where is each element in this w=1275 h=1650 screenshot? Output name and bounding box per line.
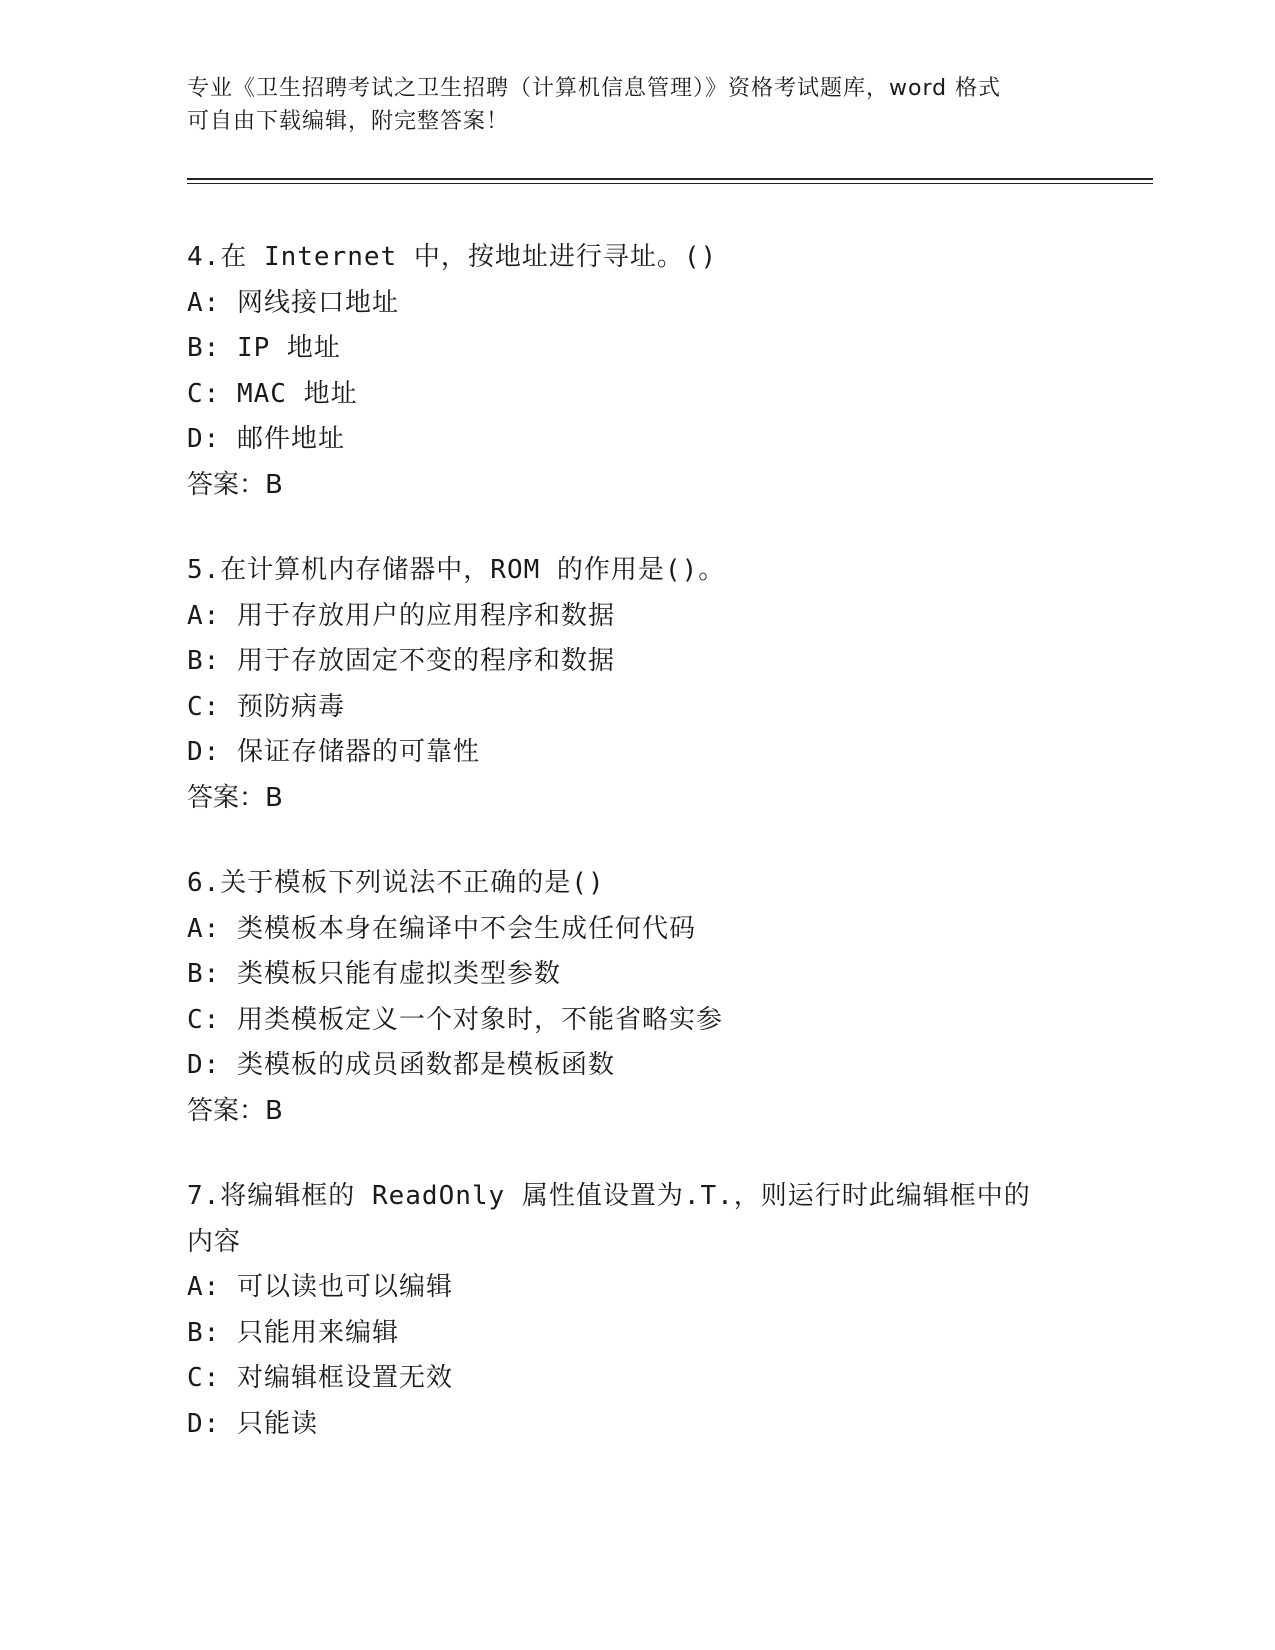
option-a: A: 可以读也可以编辑 [187, 1272, 453, 1302]
header-line-2: 可自由下载编辑，附完整答案！ [187, 109, 510, 134]
option-b: B: IP 地址 [187, 333, 341, 363]
question-stem: 5.在计算机内存储器中，ROM 的作用是()。 [187, 555, 726, 585]
option-c: C: 对编辑框设置无效 [187, 1363, 453, 1393]
header-line-1: 专业《卫生招聘考试之卫生招聘（计算机信息管理）》资格考试题库，word 格式 [187, 76, 1002, 101]
question-7 [187, 1174, 1087, 1447]
option-b: B: 类模板只能有虚拟类型参数 [187, 959, 561, 989]
option-a: A: 网线接口地址 [187, 287, 399, 318]
document-header [187, 72, 1087, 138]
question-6 [187, 861, 1087, 1134]
question-stem: 7.将编辑框的 ReadOnly 属性值设置为.T.，则运行时此编辑框中的内容 [187, 1181, 1031, 1257]
question-stem: 4.在 Internet 中，按地址进行寻址。() [187, 242, 718, 272]
option-d: D: 邮件地址 [187, 424, 345, 454]
option-c: C: 用类模板定义一个对象时，不能省略实参 [187, 1004, 723, 1035]
answer-text: 答案：B [187, 469, 283, 500]
header-divider-thin [187, 183, 1153, 184]
option-b: B: 用于存放固定不变的程序和数据 [187, 646, 615, 676]
answer-text: 答案：B [187, 782, 283, 813]
option-b: B: 只能用来编辑 [187, 1317, 399, 1348]
header-divider [187, 178, 1153, 180]
option-d: D: 保证存储器的可靠性 [187, 737, 480, 767]
option-d: D: 类模板的成员函数都是模板函数 [187, 1050, 615, 1080]
question-list [187, 235, 1087, 1487]
option-c: C: 预防病毒 [187, 691, 345, 722]
question-5 [187, 548, 1087, 821]
question-stem: 6.关于模板下列说法不正确的是() [187, 868, 605, 898]
option-a: A: 用于存放用户的应用程序和数据 [187, 600, 615, 631]
question-4 [187, 235, 1087, 508]
answer-text: 答案：B [187, 1095, 283, 1126]
option-d: D: 只能读 [187, 1408, 318, 1439]
option-c: C: MAC 地址 [187, 378, 358, 409]
option-a: A: 类模板本身在编译中不会生成任何代码 [187, 913, 696, 944]
